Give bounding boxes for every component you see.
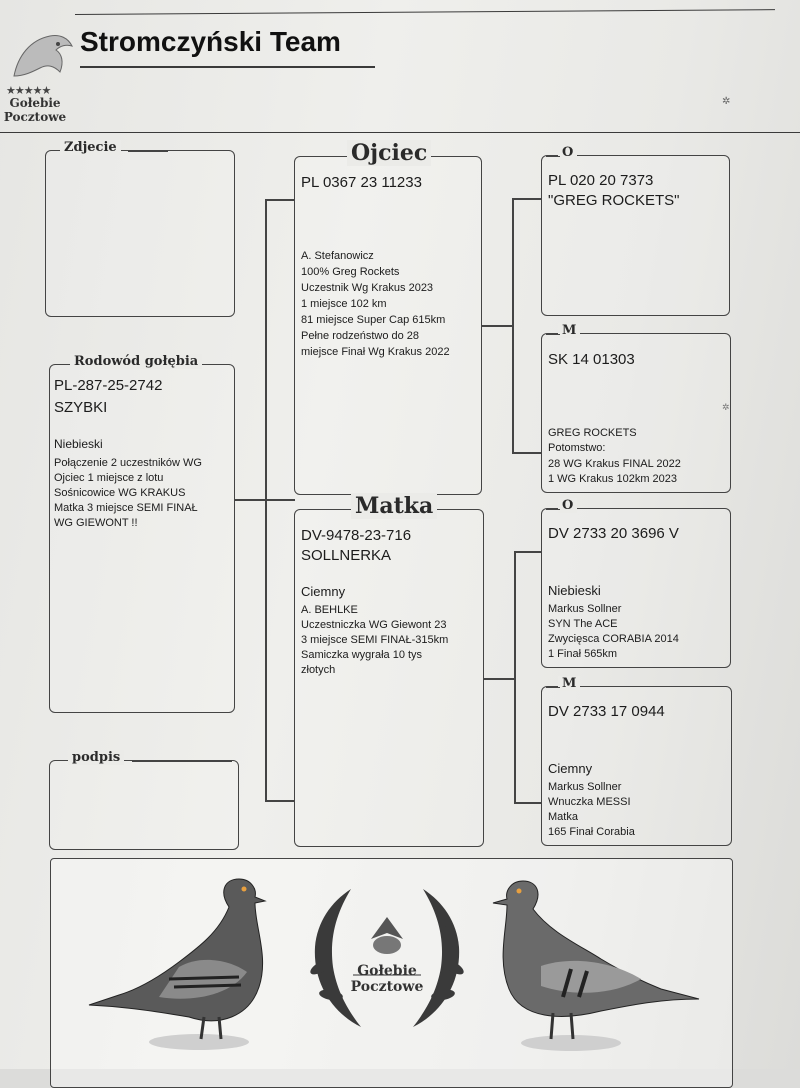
pigeon-name: SZYBKI (54, 399, 108, 416)
connector (512, 198, 514, 453)
connector (265, 199, 295, 201)
father-father-box (541, 145, 730, 316)
connector (514, 551, 516, 803)
mother-note: Samiczka wygrała 10 tys (301, 649, 423, 661)
photo-box (45, 140, 235, 317)
father-box (294, 140, 482, 495)
mother-father-note: 1 Finał 565km (548, 648, 618, 660)
small-mark-icon: ✲ (722, 96, 731, 107)
mother-note: A. BEHLKE (301, 604, 358, 616)
father-mother-note: 1 WG Krakus 102km 2023 (548, 473, 678, 485)
photo-box-label: Zdjecie (60, 140, 121, 155)
connector (512, 198, 542, 200)
mother-mother-note: Wnuczka MESSI (548, 796, 631, 808)
father-note: A. Stefanowicz (301, 250, 374, 262)
eagle-logo-icon (10, 28, 74, 84)
father-mother-box (541, 323, 731, 493)
mother-father-box (541, 498, 731, 668)
pigeon-left-icon (79, 867, 289, 1057)
mother-mother-note: Markus Sollner (548, 781, 622, 793)
title-underline (80, 66, 375, 68)
father-note: 1 miejsce 102 km (301, 298, 387, 310)
mother-mother-ring: DV 2733 17 0944 (548, 703, 665, 720)
pigeon-note: Matka 3 miejsce SEMI FINAŁ (54, 502, 198, 514)
mother-mother-note: Matka (548, 811, 578, 823)
mother-father-note: Markus Sollner (548, 603, 622, 615)
mother-mother-box (541, 676, 732, 846)
pigeon-note: Ojciec 1 miejsce z lotu (54, 472, 164, 484)
mother-ring: DV-9478-23-716 (301, 527, 412, 544)
pigeon-note: Połączenie 2 uczestników WG (54, 457, 202, 469)
signature-box-label: podpis (68, 750, 124, 765)
father-father-ring: PL 020 20 7373 (548, 172, 654, 189)
mother-mother-color: Ciemny (548, 761, 593, 776)
signature-box (49, 750, 239, 850)
footer-logo-line1: Gołebie (357, 963, 417, 979)
connector (265, 499, 295, 501)
father-mother-ring: SK 14 01303 (548, 351, 635, 368)
header-rule (0, 132, 800, 133)
footer-illustration-box (50, 858, 733, 1088)
father-mother-note: GREG ROCKETS (548, 427, 637, 439)
father-note: 100% Greg Rockets (301, 266, 400, 278)
mother-box (294, 493, 484, 847)
mother-note: złotych (301, 664, 336, 676)
connector (265, 800, 295, 802)
pigeon-box (49, 354, 235, 713)
connector (235, 499, 265, 501)
mother-box-label: Matka (351, 493, 437, 519)
small-mark-icon: ✲ (722, 402, 730, 412)
father-father-name: "GREG ROCKETS" (548, 192, 680, 209)
father-note: Uczestnik Wg Krakus 2023 (301, 282, 434, 294)
mother-mother-note: 165 Finał Corabia (548, 826, 635, 838)
connector (514, 802, 542, 804)
mother-father-color: Niebieski (548, 583, 601, 598)
mother-note: 3 miejsce SEMI FINAŁ-315km (301, 634, 449, 646)
father-ring: PL 0367 23 11233 (301, 174, 422, 191)
mother-mother-label: M (558, 676, 580, 691)
footer-logo-line2: Pocztowe (350, 979, 424, 995)
connector (482, 325, 512, 327)
rating-stars: ★★★★★ (6, 85, 51, 97)
pigeon-note: WG GIEWONT !! (54, 517, 138, 529)
father-note: Pełne rodzeństwo do 28 (301, 330, 420, 342)
pigeon-note: Sośnicowice WG KRAKUS (54, 487, 186, 499)
mother-father-ring: DV 2733 20 3696 V (548, 525, 679, 542)
pigeon-color: Niebieski (54, 437, 103, 451)
logo-text-line1: Gołebie (9, 96, 61, 110)
connector (484, 678, 514, 680)
laurel-wreath-icon (301, 877, 473, 1042)
connector (512, 452, 542, 454)
mother-father-note: Zwycięsca CORABIA 2014 (548, 633, 679, 645)
mother-note: Uczestniczka WG Giewont 23 (301, 619, 447, 631)
father-box-label: Ojciec (347, 140, 431, 166)
pigeon-right-icon (481, 871, 701, 1056)
father-note: miejsce Finał Wg Krakus 2022 (301, 346, 450, 358)
father-mother-note: Potomstwo: (548, 442, 606, 454)
logo-text-line2: Pocztowe (3, 110, 67, 124)
pigeon-box-label: Rodowód gołębia (70, 354, 202, 369)
connector (514, 551, 542, 553)
top-rule (75, 9, 775, 15)
mother-color: Ciemny (301, 584, 346, 599)
pigeon-ring: PL-287-25-2742 (54, 377, 163, 394)
page-title: Stromczyński Team (80, 26, 341, 57)
father-father-label: O (558, 145, 577, 160)
mother-father-label: O (558, 498, 577, 513)
mother-father-note: SYN The ACE (548, 618, 618, 630)
father-mother-note: 28 WG Krakus FINAL 2022 (548, 458, 681, 470)
father-mother-label: M (558, 323, 580, 338)
mother-name: SOLLNERKA (301, 547, 392, 564)
father-note: 81 miejsce Super Cap 615km (301, 314, 446, 326)
